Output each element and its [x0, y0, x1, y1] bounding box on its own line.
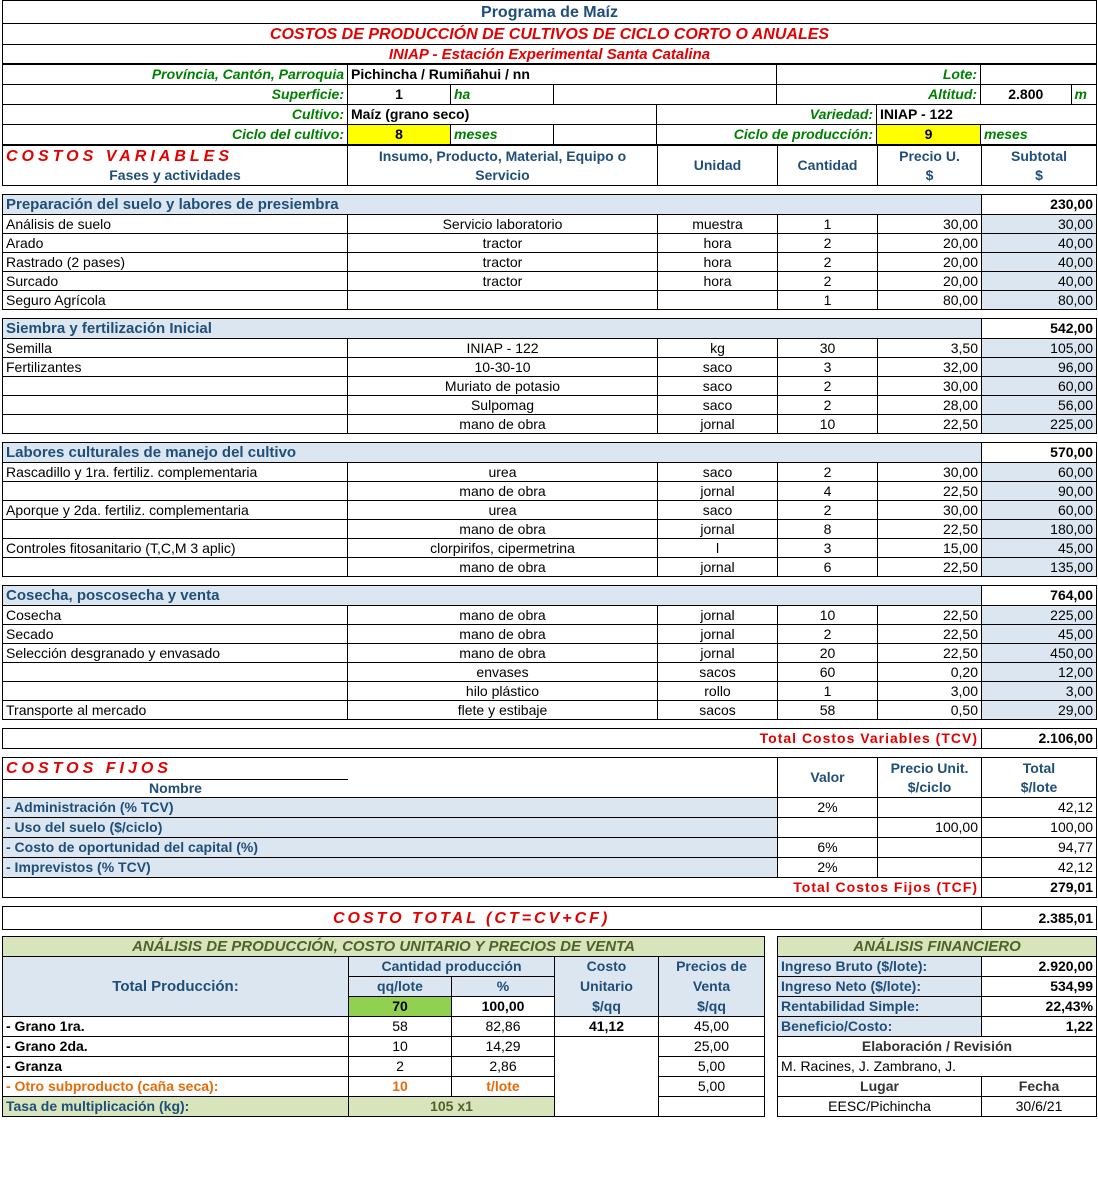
- col-precio-unit-header: Precio Unit.: [878, 758, 982, 779]
- col-costo-unit: $/qq: [555, 997, 659, 1017]
- cell-activity: Selección desgranado y envasado: [3, 644, 348, 663]
- production-row: [3, 1057, 765, 1077]
- col-subtotal-unit: $: [982, 166, 1097, 186]
- financial-row: [778, 957, 1097, 977]
- phase-name: Cosecha, poscosecha y venta: [3, 586, 982, 606]
- elaboracion-label: Elaboración / Revisión: [778, 1037, 1097, 1057]
- cell-insumo[interactable]: [348, 291, 658, 310]
- fixed-name: - Imprevistos (% TCV): [3, 858, 778, 878]
- cell-precio[interactable]: 28,00: [878, 396, 982, 415]
- fixed-name: - Administración (% TCV): [3, 798, 778, 818]
- phase-total: 542,00: [982, 319, 1097, 339]
- col-precio-unit: $/qq: [659, 997, 765, 1017]
- col-costo-header-2: Unitario: [555, 977, 659, 997]
- cost-row: [3, 339, 1097, 358]
- cell-insumo[interactable]: Sulpomag: [348, 396, 658, 415]
- superficie-unit: ha: [451, 85, 554, 105]
- production-cost: 41,12: [555, 1017, 659, 1037]
- cost-row: [3, 234, 1097, 253]
- ciclo-cultivo-unit: meses: [451, 125, 554, 145]
- col-insumo-header: Insumo, Producto, Material, Equipo o: [348, 146, 658, 167]
- cost-row: [3, 253, 1097, 272]
- cost-row: [3, 415, 1097, 434]
- cost-row: [3, 520, 1097, 539]
- tasa-value: 105 x1: [349, 1097, 555, 1117]
- cell-subtotal: 45,00: [982, 625, 1097, 644]
- otro-subproducto-value[interactable]: 10: [349, 1077, 452, 1097]
- financial-label: Beneficio/Costo:: [778, 1017, 982, 1037]
- phase-total: 764,00: [982, 586, 1097, 606]
- cell-unidad[interactable]: sacos: [658, 701, 778, 720]
- ciclo-prod-unit: meses: [981, 125, 1097, 145]
- production-pct: 2,86: [452, 1057, 555, 1077]
- cell-unidad[interactable]: kg: [658, 339, 778, 358]
- production-cost: [555, 1057, 659, 1077]
- cell-subtotal: 450,00: [982, 644, 1097, 663]
- cost-row: [3, 539, 1097, 558]
- cell-unidad[interactable]: jornal: [658, 625, 778, 644]
- financial-value: 2.920,00: [982, 957, 1097, 977]
- cell-insumo[interactable]: envases: [348, 663, 658, 682]
- cell-subtotal: 60,00: [982, 463, 1097, 482]
- col-cantidad-prod: Cantidad producción: [349, 957, 555, 977]
- location-value[interactable]: Pichincha / Rumiñahui / nn: [348, 65, 777, 85]
- cell-precio[interactable]: 80,00: [878, 291, 982, 310]
- fixed-total: 42,12: [982, 798, 1097, 818]
- cell-insumo[interactable]: clorpirifos, cipermetrina: [348, 539, 658, 558]
- fecha-value: 30/6/21: [982, 1097, 1097, 1117]
- fixed-valor[interactable]: 6%: [778, 838, 878, 858]
- cell-insumo[interactable]: flete y estibaje: [348, 701, 658, 720]
- cell-precio[interactable]: 22,50: [878, 415, 982, 434]
- analysis-section: [2, 936, 1096, 1146]
- financial-row: [778, 997, 1097, 1017]
- phase-row: [3, 319, 1097, 339]
- col-pct: %: [452, 977, 555, 997]
- lugar-value: EESC/Pichincha: [778, 1097, 982, 1117]
- phase-name: Preparación del suelo y labores de presiembra: [3, 195, 982, 215]
- col-costo-header: Costo: [555, 957, 659, 977]
- station-name: INIAP - Estación Experimental Santa Catalina: [3, 45, 1097, 64]
- phase-name: Labores culturales de manejo del cultivo: [3, 443, 982, 463]
- cost-row: [3, 482, 1097, 501]
- cell-cantidad[interactable]: 2: [778, 625, 878, 644]
- ciclo-prod-label: Ciclo de producción:: [657, 125, 877, 145]
- cost-sheet: [2, 0, 1096, 1146]
- cell-precio[interactable]: 32,00: [878, 358, 982, 377]
- cell-precio[interactable]: 22,50: [878, 482, 982, 501]
- cell-cantidad[interactable]: 20: [778, 644, 878, 663]
- production-qq[interactable]: 2: [349, 1057, 452, 1077]
- cell-subtotal: 80,00: [982, 291, 1097, 310]
- production-row: [3, 1017, 765, 1037]
- fixed-valor[interactable]: [778, 818, 878, 838]
- lote-value[interactable]: [981, 65, 1097, 85]
- cell-unidad[interactable]: saco: [658, 463, 778, 482]
- header-table: [2, 0, 1097, 64]
- cell-insumo[interactable]: mano de obra: [348, 520, 658, 539]
- cell-activity: Análisis de suelo: [3, 215, 348, 234]
- fixed-valor[interactable]: 2%: [778, 798, 878, 818]
- cost-row: [3, 377, 1097, 396]
- cell-subtotal: 105,00: [982, 339, 1097, 358]
- fixed-costs-table: [2, 749, 1097, 930]
- altitud-value[interactable]: 2.800: [981, 85, 1071, 104]
- fixed-precio[interactable]: [878, 858, 982, 878]
- cost-row: [3, 701, 1097, 720]
- total-fixed-value: 279,01: [982, 878, 1097, 898]
- cell-subtotal: 135,00: [982, 558, 1097, 577]
- cell-insumo[interactable]: hilo plástico: [348, 682, 658, 701]
- fixed-precio[interactable]: 100,00: [878, 818, 982, 838]
- cell-subtotal: 3,00: [982, 682, 1097, 701]
- altitud-label: Altitud:: [777, 85, 981, 105]
- superficie-label: Superficie:: [3, 85, 348, 105]
- cell-activity: Fertilizantes: [3, 358, 348, 377]
- cell-precio[interactable]: 22,50: [878, 625, 982, 644]
- cell-subtotal: 12,00: [982, 663, 1097, 682]
- production-price[interactable]: 45,00: [659, 1017, 765, 1037]
- cell-unidad[interactable]: jornal: [658, 482, 778, 501]
- cell-unidad[interactable]: jornal: [658, 644, 778, 663]
- cost-row: [3, 644, 1097, 663]
- financial-label: Rentabilidad Simple:: [778, 997, 982, 1017]
- cell-precio[interactable]: 20,00: [878, 272, 982, 291]
- cost-row: [3, 663, 1097, 682]
- cell-subtotal: 56,00: [982, 396, 1097, 415]
- phase-row: [3, 586, 1097, 606]
- cell-cantidad[interactable]: 60: [778, 663, 878, 682]
- cost-row: [3, 682, 1097, 701]
- production-pct: 14,29: [452, 1037, 555, 1057]
- financial-value: 534,99: [982, 977, 1097, 997]
- cell-insumo[interactable]: mano de obra: [348, 606, 658, 625]
- col-precio-venta-header: Precios de: [659, 957, 765, 977]
- cell-unidad[interactable]: hora: [658, 234, 778, 253]
- col-total-sub: $/lote: [982, 778, 1097, 798]
- otro-subproducto-label: - Otro subproducto (caña seca):: [3, 1077, 349, 1097]
- phase-total: 570,00: [982, 443, 1097, 463]
- cell-unidad[interactable]: saco: [658, 396, 778, 415]
- cost-row: [3, 396, 1097, 415]
- cell-cantidad[interactable]: 4: [778, 482, 878, 501]
- financial-value: 1,22: [982, 1017, 1097, 1037]
- cell-insumo[interactable]: mano de obra: [348, 415, 658, 434]
- location-label: Província, Cantón, Parroquia: [3, 65, 348, 85]
- tasa-label: Tasa de multiplicación (kg):: [3, 1097, 349, 1117]
- cell-precio[interactable]: 20,00: [878, 253, 982, 272]
- fixed-costs-title: COSTOS FIJOS: [3, 758, 778, 779]
- cell-activity: [3, 663, 348, 682]
- ciclo-cultivo-value[interactable]: 8: [348, 125, 451, 145]
- info-table: [2, 64, 1097, 145]
- cell-insumo[interactable]: 10-30-10: [348, 358, 658, 377]
- production-cost: [555, 1037, 659, 1057]
- col-total-header: Total: [982, 758, 1097, 779]
- cell-insumo[interactable]: tractor: [348, 253, 658, 272]
- cell-cantidad[interactable]: 2: [778, 396, 878, 415]
- cost-row: [3, 606, 1097, 625]
- total-cost-label: COSTO TOTAL (CT=CV+CF): [3, 907, 982, 930]
- otro-subproducto-unit: t/lote: [452, 1077, 555, 1097]
- sheet-title: COSTOS DE PRODUCCIÓN DE CULTIVOS DE CICLO CORTO O ANUALES: [3, 24, 1097, 45]
- cell-cantidad[interactable]: 3: [778, 358, 878, 377]
- cell-insumo[interactable]: urea: [348, 501, 658, 520]
- cell-precio[interactable]: 30,00: [878, 501, 982, 520]
- ciclo-prod-value[interactable]: 9: [877, 125, 981, 145]
- cell-unidad[interactable]: muestra: [658, 215, 778, 234]
- variedad-value[interactable]: INIAP - 122: [877, 105, 1097, 125]
- cell-unidad[interactable]: jornal: [658, 606, 778, 625]
- cost-row: [3, 272, 1097, 291]
- cell-activity: Controles fitosanitario (T,C,M 3 aplic): [3, 539, 348, 558]
- cost-row: [3, 625, 1097, 644]
- otro-subproducto-price[interactable]: 5,00: [659, 1077, 765, 1097]
- cultivo-label: Cultivo:: [3, 105, 348, 125]
- variable-costs-title: COSTOS VARIABLES: [3, 146, 348, 167]
- phase-row: [3, 443, 1097, 463]
- elaboracion-value: M. Racines, J. Zambrano, J.: [778, 1057, 1097, 1077]
- cell-precio[interactable]: 30,00: [878, 463, 982, 482]
- cell-insumo[interactable]: mano de obra: [348, 558, 658, 577]
- total-variable-label: Total Costos Variables (TCV): [3, 729, 982, 749]
- production-name: - Granza: [3, 1057, 349, 1077]
- production-price[interactable]: 25,00: [659, 1037, 765, 1057]
- total-variable-row: [3, 729, 1097, 749]
- fecha-label: Fecha: [982, 1077, 1097, 1097]
- col-nombre-header: Nombre: [3, 779, 348, 797]
- production-qq[interactable]: 10: [349, 1037, 452, 1057]
- altitud-unit: m: [1074, 86, 1087, 102]
- production-row: [3, 1037, 765, 1057]
- fixed-name: - Uso del suelo ($/ciclo): [3, 818, 778, 838]
- fixed-row: [3, 798, 1097, 818]
- production-table: [2, 936, 765, 1117]
- col-precio-unit: $: [878, 166, 982, 186]
- col-phase-header: Fases y actividades: [3, 166, 348, 186]
- cell-cantidad[interactable]: 2: [778, 234, 878, 253]
- cell-precio[interactable]: 22,50: [878, 644, 982, 663]
- col-qq-lote: qq/lote: [349, 977, 452, 997]
- cell-unidad[interactable]: l: [658, 539, 778, 558]
- cell-cantidad[interactable]: 6: [778, 558, 878, 577]
- production-title: ANÁLISIS DE PRODUCCIÓN, COSTO UNITARIO Y PRECIOS DE VENTA: [3, 937, 765, 957]
- fixed-precio[interactable]: [878, 798, 982, 818]
- phase-row: [3, 195, 1097, 215]
- cell-insumo[interactable]: mano de obra: [348, 644, 658, 663]
- cell-unidad[interactable]: saco: [658, 501, 778, 520]
- fixed-valor[interactable]: 2%: [778, 858, 878, 878]
- cell-cantidad[interactable]: 10: [778, 606, 878, 625]
- cell-subtotal: 29,00: [982, 701, 1097, 720]
- cell-activity: Rascadillo y 1ra. fertiliz. complementaria: [3, 463, 348, 482]
- cell-subtotal: 45,00: [982, 539, 1097, 558]
- cell-precio[interactable]: 30,00: [878, 377, 982, 396]
- cell-precio[interactable]: 22,50: [878, 520, 982, 539]
- cell-unidad[interactable]: hora: [658, 272, 778, 291]
- cell-activity: Secado: [3, 625, 348, 644]
- cell-insumo[interactable]: mano de obra: [348, 625, 658, 644]
- cell-activity: Surcado: [3, 272, 348, 291]
- ciclo-cultivo-label: Ciclo del cultivo:: [3, 125, 348, 145]
- lugar-label: Lugar: [778, 1077, 982, 1097]
- fixed-total: 100,00: [982, 818, 1097, 838]
- fixed-row: [3, 838, 1097, 858]
- cell-precio[interactable]: 20,00: [878, 234, 982, 253]
- program-title: Programa de Maíz: [3, 1, 1097, 24]
- cell-unidad[interactable]: [658, 291, 778, 310]
- col-precio-header: Precio U.: [878, 146, 982, 167]
- cell-subtotal: 225,00: [982, 415, 1097, 434]
- cell-precio[interactable]: 30,00: [878, 215, 982, 234]
- cell-cantidad[interactable]: 1: [778, 215, 878, 234]
- variedad-label: Variedad:: [657, 105, 877, 125]
- cell-activity: [3, 396, 348, 415]
- cell-precio[interactable]: 15,00: [878, 539, 982, 558]
- col-subtotal-header: Subtotal: [982, 146, 1097, 167]
- total-cost-value: 2.385,01: [982, 907, 1097, 930]
- fixed-total: 94,77: [982, 838, 1097, 858]
- financial-title: ANÁLISIS FINANCIERO: [778, 937, 1097, 957]
- cell-cantidad[interactable]: 8: [778, 520, 878, 539]
- col-precio-unit-sub: $/ciclo: [878, 778, 982, 798]
- col-unidad-header: Unidad: [658, 146, 778, 186]
- cell-unidad[interactable]: sacos: [658, 663, 778, 682]
- cell-subtotal: 60,00: [982, 377, 1097, 396]
- cell-unidad[interactable]: hora: [658, 253, 778, 272]
- cost-row: [3, 215, 1097, 234]
- variable-costs-table: [2, 145, 1097, 749]
- fixed-total: 42,12: [982, 858, 1097, 878]
- cell-cantidad[interactable]: 2: [778, 253, 878, 272]
- cost-row: [3, 291, 1097, 310]
- cell-cantidad[interactable]: 2: [778, 377, 878, 396]
- cell-subtotal: 90,00: [982, 482, 1097, 501]
- cell-subtotal: 40,00: [982, 234, 1097, 253]
- cell-insumo[interactable]: INIAP - 122: [348, 339, 658, 358]
- cell-subtotal: 60,00: [982, 501, 1097, 520]
- total-pct-value: 100,00: [452, 997, 555, 1017]
- cell-cantidad[interactable]: 2: [778, 501, 878, 520]
- superficie-value[interactable]: 1: [348, 85, 451, 105]
- production-name: - Grano 1ra.: [3, 1017, 349, 1037]
- cell-precio[interactable]: 3,50: [878, 339, 982, 358]
- financial-table: [777, 936, 1097, 1117]
- financial-label: Ingreso Bruto ($/lote):: [778, 957, 982, 977]
- cell-unidad[interactable]: saco: [658, 358, 778, 377]
- cell-precio[interactable]: 0,20: [878, 663, 982, 682]
- financial-value: 22,43%: [982, 997, 1097, 1017]
- cell-insumo[interactable]: Muriato de potasio: [348, 377, 658, 396]
- lote-label: Lote:: [777, 65, 981, 85]
- cell-activity: Seguro Agrícola: [3, 291, 348, 310]
- cell-activity: Transporte al mercado: [3, 701, 348, 720]
- cell-unidad[interactable]: saco: [658, 377, 778, 396]
- cell-activity: [3, 377, 348, 396]
- cell-activity: [3, 520, 348, 539]
- cell-activity: [3, 558, 348, 577]
- cell-precio[interactable]: 22,50: [878, 606, 982, 625]
- cell-activity: Aporque y 2da. fertiliz. complementaria: [3, 501, 348, 520]
- cell-activity: [3, 682, 348, 701]
- cell-subtotal: 40,00: [982, 253, 1097, 272]
- fixed-name: - Costo de oportunidad del capital (%): [3, 838, 778, 858]
- cost-row: [3, 558, 1097, 577]
- cell-subtotal: 180,00: [982, 520, 1097, 539]
- production-name: - Grano 2da.: [3, 1037, 349, 1057]
- fixed-row: [3, 818, 1097, 838]
- fixed-row: [3, 858, 1097, 878]
- col-insumo-header-2: Servicio: [348, 166, 658, 186]
- cost-row: [3, 501, 1097, 520]
- cell-insumo[interactable]: urea: [348, 463, 658, 482]
- cell-cantidad[interactable]: 2: [778, 272, 878, 291]
- cell-insumo[interactable]: mano de obra: [348, 482, 658, 501]
- cell-cantidad[interactable]: 3: [778, 539, 878, 558]
- financial-label: Ingreso Neto ($/lote):: [778, 977, 982, 997]
- fixed-precio[interactable]: [878, 838, 982, 858]
- col-precio-venta-header-2: Venta: [659, 977, 765, 997]
- total-qq-value[interactable]: 70: [349, 997, 452, 1017]
- cell-insumo[interactable]: Servicio laboratorio: [348, 215, 658, 234]
- cultivo-value[interactable]: Maíz (grano seco): [348, 105, 657, 125]
- cell-activity: Semilla: [3, 339, 348, 358]
- col-valor-header: Valor: [778, 758, 878, 798]
- cell-activity: Cosecha: [3, 606, 348, 625]
- cell-precio[interactable]: 22,50: [878, 558, 982, 577]
- cell-cantidad[interactable]: 1: [778, 682, 878, 701]
- cell-cantidad[interactable]: 10: [778, 415, 878, 434]
- cell-unidad[interactable]: jornal: [658, 558, 778, 577]
- cell-activity: Rastrado (2 pases): [3, 253, 348, 272]
- production-pct: 82,86: [452, 1017, 555, 1037]
- cell-subtotal: 40,00: [982, 272, 1097, 291]
- total-fixed-label: Total Costos Fijos (TCF): [3, 878, 982, 898]
- total-variable-value: 2.106,00: [982, 729, 1097, 749]
- cell-unidad[interactable]: jornal: [658, 520, 778, 539]
- cell-subtotal: 30,00: [982, 215, 1097, 234]
- cell-cantidad[interactable]: 58: [778, 701, 878, 720]
- production-price[interactable]: 5,00: [659, 1057, 765, 1077]
- cell-cantidad[interactable]: 30: [778, 339, 878, 358]
- cell-insumo[interactable]: tractor: [348, 234, 658, 253]
- cell-precio[interactable]: 0,50: [878, 701, 982, 720]
- cell-subtotal: 96,00: [982, 358, 1097, 377]
- cell-activity: [3, 482, 348, 501]
- financial-row: [778, 1017, 1097, 1037]
- cell-cantidad[interactable]: 2: [778, 463, 878, 482]
- cell-cantidad[interactable]: 1: [778, 291, 878, 310]
- total-production-label: Total Producción:: [3, 957, 349, 1017]
- cell-unidad[interactable]: jornal: [658, 415, 778, 434]
- cell-precio[interactable]: 3,00: [878, 682, 982, 701]
- cost-row: [3, 358, 1097, 377]
- cell-unidad[interactable]: rollo: [658, 682, 778, 701]
- cost-row: [3, 463, 1097, 482]
- phase-name: Siembra y fertilización Inicial: [3, 319, 982, 339]
- cell-insumo[interactable]: tractor: [348, 272, 658, 291]
- cell-subtotal: 225,00: [982, 606, 1097, 625]
- production-qq[interactable]: 58: [349, 1017, 452, 1037]
- col-cantidad-header: Cantidad: [778, 146, 878, 186]
- cell-activity: Arado: [3, 234, 348, 253]
- cell-activity: [3, 415, 348, 434]
- financial-row: [778, 977, 1097, 997]
- phase-total: 230,00: [982, 195, 1097, 215]
